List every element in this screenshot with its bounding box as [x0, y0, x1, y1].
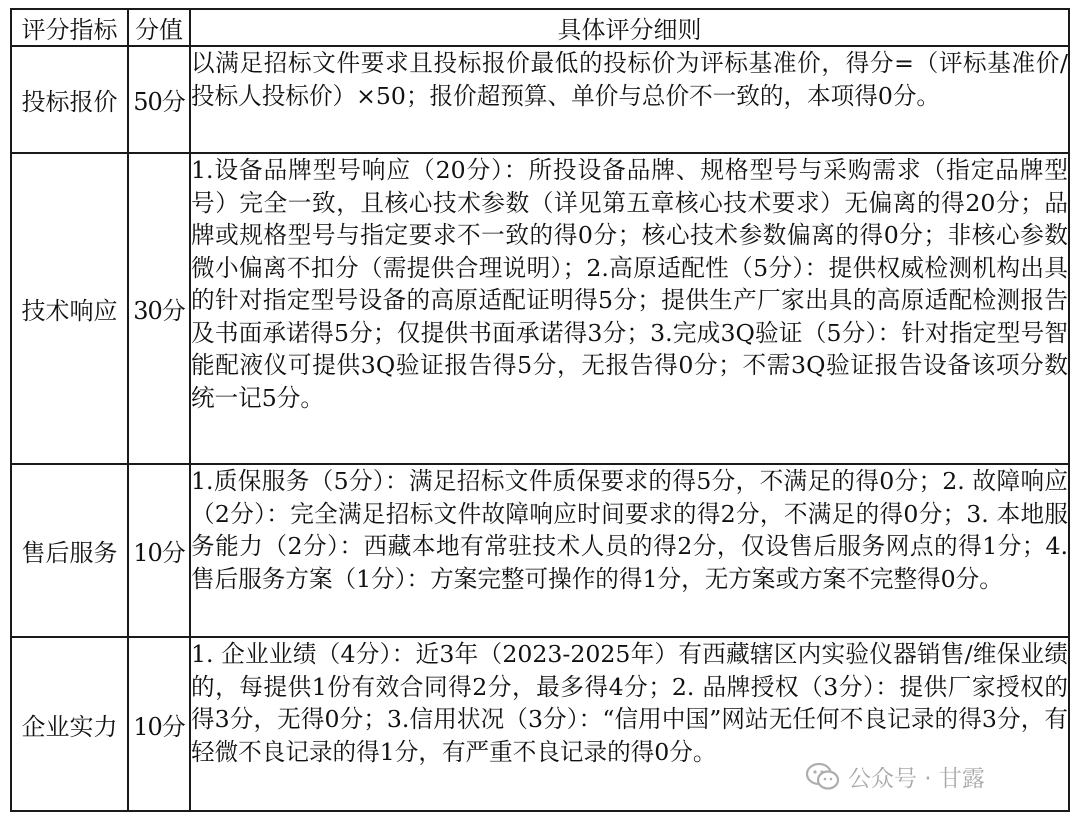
row-rule: 1. 企业业绩（4分）：近3年（2023-2025年）有西藏辖区内实验仪器销售/维保业绩的，每提供1份有效合同得2分，最多得4分；2. 品牌授权（3分）：提供厂家授权的得3分，无得0分；3.信用状况（3分）：“信用中国”网站无任何不良记录的得3分，有轻微不良记录的得1分，有严重不良记录的得0分。: [190, 637, 1069, 811]
row-indicator: 售后服务: [11, 464, 128, 637]
row-rule: 以满足招标文件要求且投标报价最低的投标价为评标基准价，得分=（评标基准价/投标人投标价）×50；报价超预算、单价与总价不一致的，本项得0分。: [190, 46, 1069, 153]
header-score: 分值: [128, 9, 190, 46]
header-rule: 具体评分细则: [190, 9, 1069, 46]
scoring-table: [10, 8, 1070, 812]
row-rule: 1.设备品牌型号响应（20分）：所投设备品牌、规格型号与采购需求（指定品牌型号）完全一致，且核心技术参数（详见第五章核心技术要求）无偏离的得20分；品牌或规格型号与指定要求不一致的得0分；核心技术参数偏离的得0分；非核心参数微小偏离不扣分（需提供合理说明）；2.高原适配性（5分）：提供权威检测机构出具的针对指定型号设备的高原适配证明得5分；提供生产厂家出具的高原适配检测报告及书面承诺得5分；仅提供书面承诺得3分；3.完成3Q验证（5分）：针对指定型号智能配液仪可提供3Q验证报告得5分，无报告得0分；不需3Q验证报告设备该项分数统一记5分。: [190, 153, 1069, 464]
header-row: [11, 9, 1069, 46]
row-indicator: 技术响应: [11, 153, 128, 464]
row-score: 10分: [128, 464, 190, 637]
row-score: 50分: [128, 46, 190, 153]
watermark: [806, 760, 985, 793]
table-row: [11, 153, 1069, 464]
table-row: [11, 464, 1069, 637]
header-indicator: 评分指标: [11, 9, 128, 46]
row-score: 30分: [128, 153, 190, 464]
row-rule: 1.质保服务（5分）：满足招标文件质保要求的得5分，不满足的得0分；2. 故障响应（2分）：完全满足招标文件故障响应时间要求的得2分，不满足的得0分；3. 本地服务能力（2分）：西藏本地有常驻技术人员的得2分，仅设售后服务网点的得1分；4.售后服务方案（1分）：方案完整可操作的得1分，无方案或方案不完整得0分。: [190, 464, 1069, 637]
row-indicator: 企业实力: [11, 637, 128, 811]
wechat-icon: [806, 763, 840, 791]
watermark-text: 公众号 · 甘露: [848, 766, 985, 792]
row-score: 10分: [128, 637, 190, 811]
table-row: [11, 46, 1069, 153]
row-indicator: 投标报价: [11, 46, 128, 153]
